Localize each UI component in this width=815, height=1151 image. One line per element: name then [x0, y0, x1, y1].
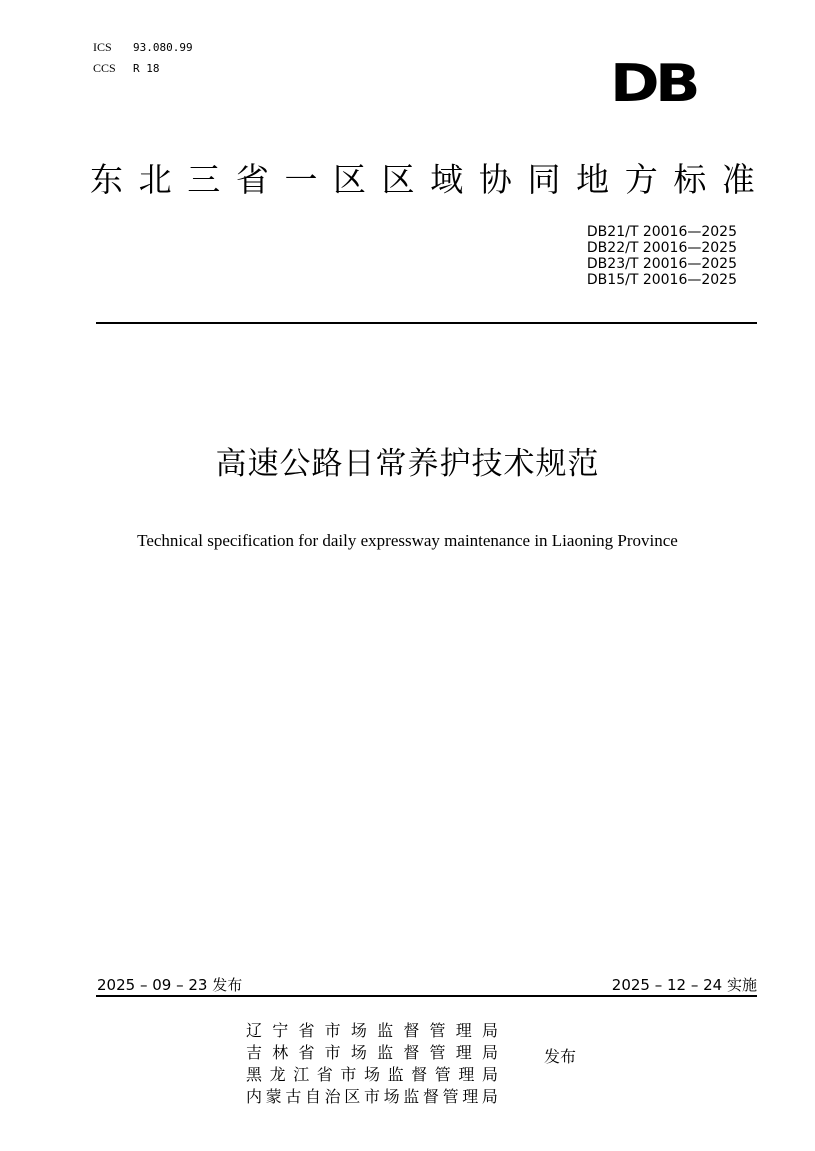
top-divider — [96, 322, 757, 324]
issuer: 吉 林 省 市 场 监 督 管 理 局 — [246, 1043, 498, 1062]
heading-char: 省 — [235, 160, 269, 199]
standard-code: DB22/T 20016—2025 — [586, 240, 737, 256]
ccs-row — [93, 61, 160, 76]
issuer: 黑 龙 江 省 市 场 监 督 管 理 局 — [246, 1065, 498, 1084]
heading-char: 标 — [673, 160, 707, 199]
release-date: 2025 – 09 – 23 发布 — [97, 976, 243, 994]
standard-code: DB15/T 20016—2025 — [586, 272, 737, 288]
publish-label: 发布 — [544, 1047, 577, 1066]
implementation-date: 2025 – 12 – 24 实施 — [611, 976, 757, 994]
heading-char: 区 — [333, 160, 367, 199]
heading-char: 协 — [478, 160, 512, 199]
bottom-divider — [96, 995, 757, 997]
title-english: Technical specification for daily expressway maintenance in Liaoning Province — [137, 531, 678, 550]
heading-char: 区 — [381, 160, 415, 199]
ics-row — [93, 40, 193, 55]
issuers-list — [246, 1020, 498, 1108]
heading-char: 地 — [576, 160, 610, 199]
heading-char: 北 — [138, 160, 172, 199]
heading-char: 东 — [90, 160, 123, 199]
db-logo-letter-b: B — [655, 54, 699, 114]
heading-char: 准 — [721, 160, 755, 199]
db-logo — [610, 54, 700, 114]
ccs-value: R 18 — [133, 62, 160, 75]
issuer: 内 蒙 古 自 治 区 市 场 监 督 管 理 局 — [246, 1087, 498, 1106]
ics-value: 93.080.99 — [133, 41, 193, 54]
standard-type-heading — [90, 158, 755, 202]
heading-char: 一 — [284, 160, 318, 199]
heading-char: 方 — [624, 160, 658, 199]
heading-char: 同 — [527, 160, 561, 199]
heading-char: 三 — [187, 160, 221, 199]
standard-code: DB23/T 20016—2025 — [586, 256, 737, 272]
ics-label: ICS — [93, 40, 112, 54]
heading-char: 域 — [430, 160, 464, 199]
standard-codes — [587, 224, 737, 288]
title-chinese: 高速公路日常养护技术规范 — [215, 446, 600, 482]
ccs-label: CCS — [93, 61, 116, 75]
db-logo-letter-d: D — [610, 54, 658, 114]
standard-code: DB21/T 20016—2025 — [586, 224, 737, 240]
issuer: 辽 宁 省 市 场 监 督 管 理 局 — [246, 1021, 498, 1040]
